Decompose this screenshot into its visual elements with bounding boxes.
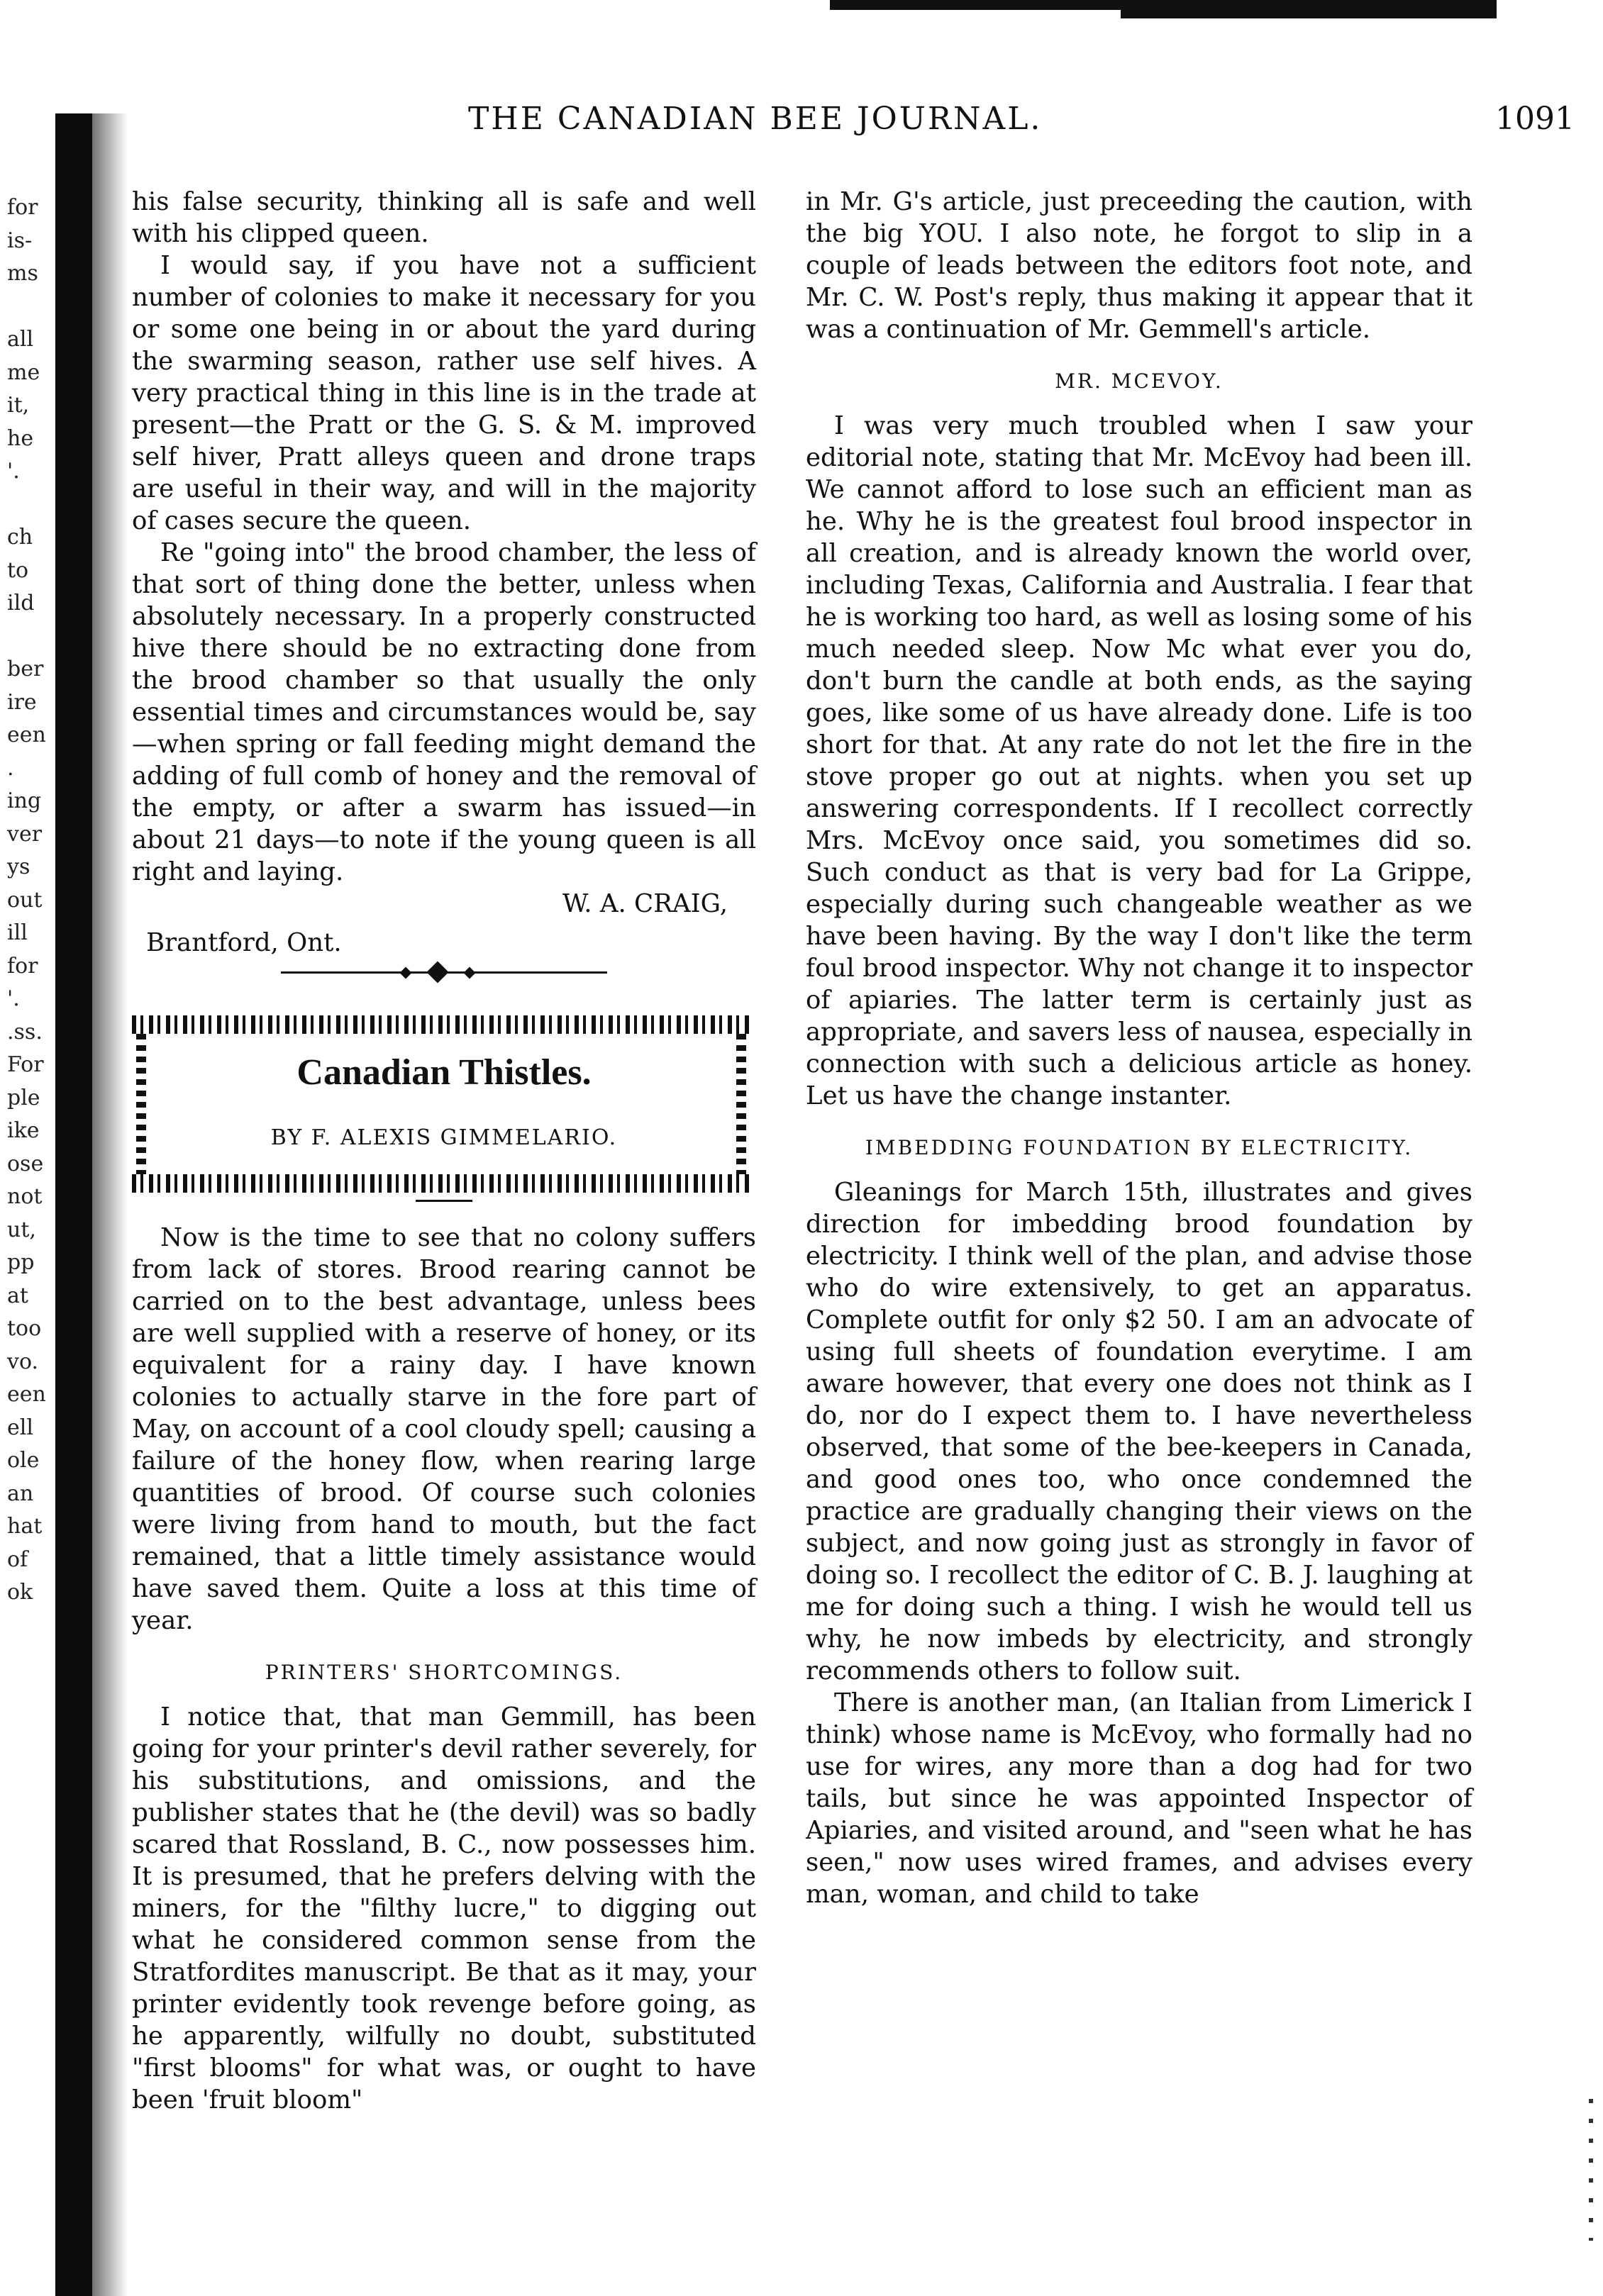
ornamental-border	[132, 1015, 749, 1034]
margin-fragment: of	[7, 1547, 28, 1572]
right-column	[806, 186, 1472, 1910]
author-place: Brantford, Ont.	[146, 928, 342, 957]
margin-fragment: it,	[7, 393, 30, 418]
section-subheading: PRINTERS' SHORTCOMINGS.	[265, 1661, 623, 1684]
margin-fragment: ild	[7, 591, 35, 615]
margin-fragment	[7, 291, 52, 324]
margin-fragment: ok	[7, 1580, 33, 1605]
page-header	[113, 101, 1575, 143]
margin-fragment: ms	[7, 261, 38, 286]
margin-fragment: is-	[7, 228, 33, 253]
margin-fragment: '.	[7, 459, 20, 484]
section-ornament	[132, 959, 756, 987]
margin-fragment: ut,	[7, 1217, 36, 1242]
margin-fragment: For	[7, 1052, 44, 1077]
left-column	[132, 186, 756, 2116]
margin-fragment: to	[7, 557, 29, 583]
margin-fragment: pp	[7, 1250, 35, 1275]
margin-fragment: ill	[7, 920, 28, 945]
margin-fragment: an	[7, 1481, 34, 1506]
margin-fragment: ell	[7, 1415, 33, 1440]
margin-fragment: ver	[7, 821, 43, 847]
margin-fragment: .ss.	[7, 1019, 43, 1044]
margin-fragment: een	[7, 1382, 46, 1407]
previous-page-margin	[7, 191, 52, 1610]
paragraph: Re "going into" the brood chamber, the less of that sort of thing done the better, unless when absolutely necessary. In a properly constructed hive there should be no extracting done from the brood chamber so that usually the only essential times and circumstances would be, say—when spring or fall feeding might demand the adding of full comb of honey and the removal of the empty, or after a swarm has issued—in about 21 days—to note if the young queen is all right and laying.	[132, 538, 756, 886]
binding-shadow-gradient	[92, 113, 128, 2296]
article-byline: BY F. ALEXIS GIMMELARIO.	[270, 1125, 618, 1150]
margin-fragment: ire	[7, 689, 37, 715]
margin-fragment: ple	[7, 1085, 40, 1110]
signature-line	[132, 888, 756, 920]
article-title-box	[132, 1015, 756, 1193]
page-number: 1091	[1495, 101, 1575, 137]
margin-fragment: ys	[7, 854, 30, 879]
section-subheading: MR. MCEVOY.	[1055, 369, 1224, 393]
margin-fragment: hat	[7, 1514, 43, 1539]
paragraph: in Mr. G's article, just preceeding the caution, with the big YOU. I also note, he forgot to slip in a couple of leads between the editors foot note, and Mr. C. W. Post's reply, thus making it appear that it was a continuation of Mr. Gemmell's article.	[806, 187, 1472, 344]
article-title: Canadian Thistles.	[296, 1052, 592, 1093]
author-signature: W. A. CRAIG,	[562, 889, 728, 918]
margin-fragment: ch	[7, 525, 33, 550]
margin-fragment: vo.	[7, 1349, 39, 1374]
section-subheading: IMBEDDING FOUNDATION BY ELECTRICITY.	[865, 1136, 1414, 1159]
ornamental-border	[132, 1174, 749, 1193]
journal-title: THE CANADIAN BEE JOURNAL.	[468, 101, 1043, 137]
paragraph: I would say, if you have not a sufficient number of colonies to make it necessary for you or some one being in or about the yard during the swarming season, rather use self hives. A very practical thing in this line is in the trade at present—the Pratt or the G. S. & M. improved self hiver, Pratt alleys queen and drone traps are useful in their way, and will in the majority of cases secure the queen.	[132, 251, 756, 535]
margin-fragment: ber	[7, 657, 44, 681]
margin-fragment: not	[7, 1184, 43, 1209]
margin-fragment: for	[7, 195, 38, 220]
margin-fragment: for	[7, 953, 38, 979]
margin-fragment: '.	[7, 986, 20, 1011]
binding-shadow	[55, 113, 92, 2296]
paragraph: his false security, thinking all is safe and well with his clipped queen.	[132, 187, 756, 248]
edge-dots	[1589, 2099, 1593, 2241]
margin-fragment	[7, 489, 52, 522]
divider	[416, 1200, 472, 1202]
margin-fragment: all	[7, 327, 34, 352]
paragraph: There is another man, (an Italian from Limerick I think) whose name is McEvoy, who formally had no use for wires, any more than a dog had for two tails, but since he was appointed Inspector of Apiaries, and visited around, and "seen what he has seen," now uses wired frames, and advises every man, woman, and child to take	[806, 1688, 1472, 1909]
margin-fragment: een	[7, 723, 46, 747]
margin-fragment: .	[7, 755, 14, 781]
scan-edge-mark	[1121, 0, 1497, 18]
paragraph: I was very much troubled when I saw your editorial note, stating that Mr. McEvoy had been ill. We cannot afford to lose such an efficient man as he. Why he is the greatest foul brood inspector in all creation, and is already known the world over, including Texas, California and Australia. I fear that he is working too hard, as well as losing some of his much needed sleep. Now Mc what ever you do, don't burn the candle at both ends, as the saying goes, like some of us have already done. Life is too short for that. At any rate do not let the fire in the stove proper go out at nights. when you set up answering correspondents. If I recollect correctly Mrs. McEvoy once said, you sometimes did so. Such conduct as that is very bad for La Grippe, especially during such changeable weather as we have been having. By the way I don't like the term foul brood inspector. Why not change it to inspector of apiaries. The latter term is certainly just as appropriate, and savers less of nausea, especially in connection with such a delicious article as honey. Let us have the change instanter.	[806, 411, 1472, 1110]
margin-fragment: at	[7, 1283, 28, 1308]
margin-fragment: he	[7, 425, 34, 451]
paragraph: Now is the time to see that no colony suffers from lack of stores. Brood rearing cannot be carried on to the best advantage, unless bees are well supplied with a reserve of honey, or its equivalent for a rainy day. I have known colonies to actually starve in the fore part of May, on account of a cool cloudy spell; causing a failure of the honey flow, when rearing large quantities of brood. Of course such colonies were living from hand to mouth, but the fact remained, that a little timely assistance would have saved them. Quite a loss at this time of year.	[132, 1223, 756, 1635]
margin-fragment: ing	[7, 788, 42, 813]
margin-fragment	[7, 620, 52, 654]
margin-fragment: ike	[7, 1118, 40, 1143]
margin-fragment: me	[7, 360, 40, 385]
paragraph: I notice that, that man Gemmill, has been going for your printer's devil rather severely, for his substitutions, and omissions, and the publisher states that he (the devil) was so badly scared that Rossland, B. C., now possesses him. It is presumed, that he prefers delving with the miners, for the "filthy lucre," to digging out what he considered common sense from the Stratfordites manuscript. Be that as it may, your printer evidently took revenge before going, as he apparently, wilfully no doubt, substituted "first blooms" for what was, or ought to have been 'fruit bloom"	[132, 1703, 756, 2114]
paragraph: Gleanings for March 15th, illustrates and gives direction for imbedding brood foundation by electricity. I think well of the plan, and advise those who do wire extensively, to get an apparatus. Complete outfit for only $2 50. I am an advocate of using full sheets of foundation everytime. I am aware however, that every one does not think as I do, nor do I expect them to. I have nevertheless observed, that some of the bee-keepers in Canada, and good ones too, who once condemned the practice are gradually changing their views on the subject, and now going just as strongly in favor of doing so. I recollect the editor of C. B. J. laughing at me for doing such a thing. I wish he would tell us why, he now imbeds by electricity, and strongly recommends others to follow suit.	[806, 1178, 1472, 1685]
margin-fragment: ose	[7, 1151, 44, 1176]
margin-fragment: too	[7, 1316, 42, 1341]
margin-fragment: out	[7, 887, 43, 913]
margin-fragment: ole	[7, 1448, 40, 1473]
